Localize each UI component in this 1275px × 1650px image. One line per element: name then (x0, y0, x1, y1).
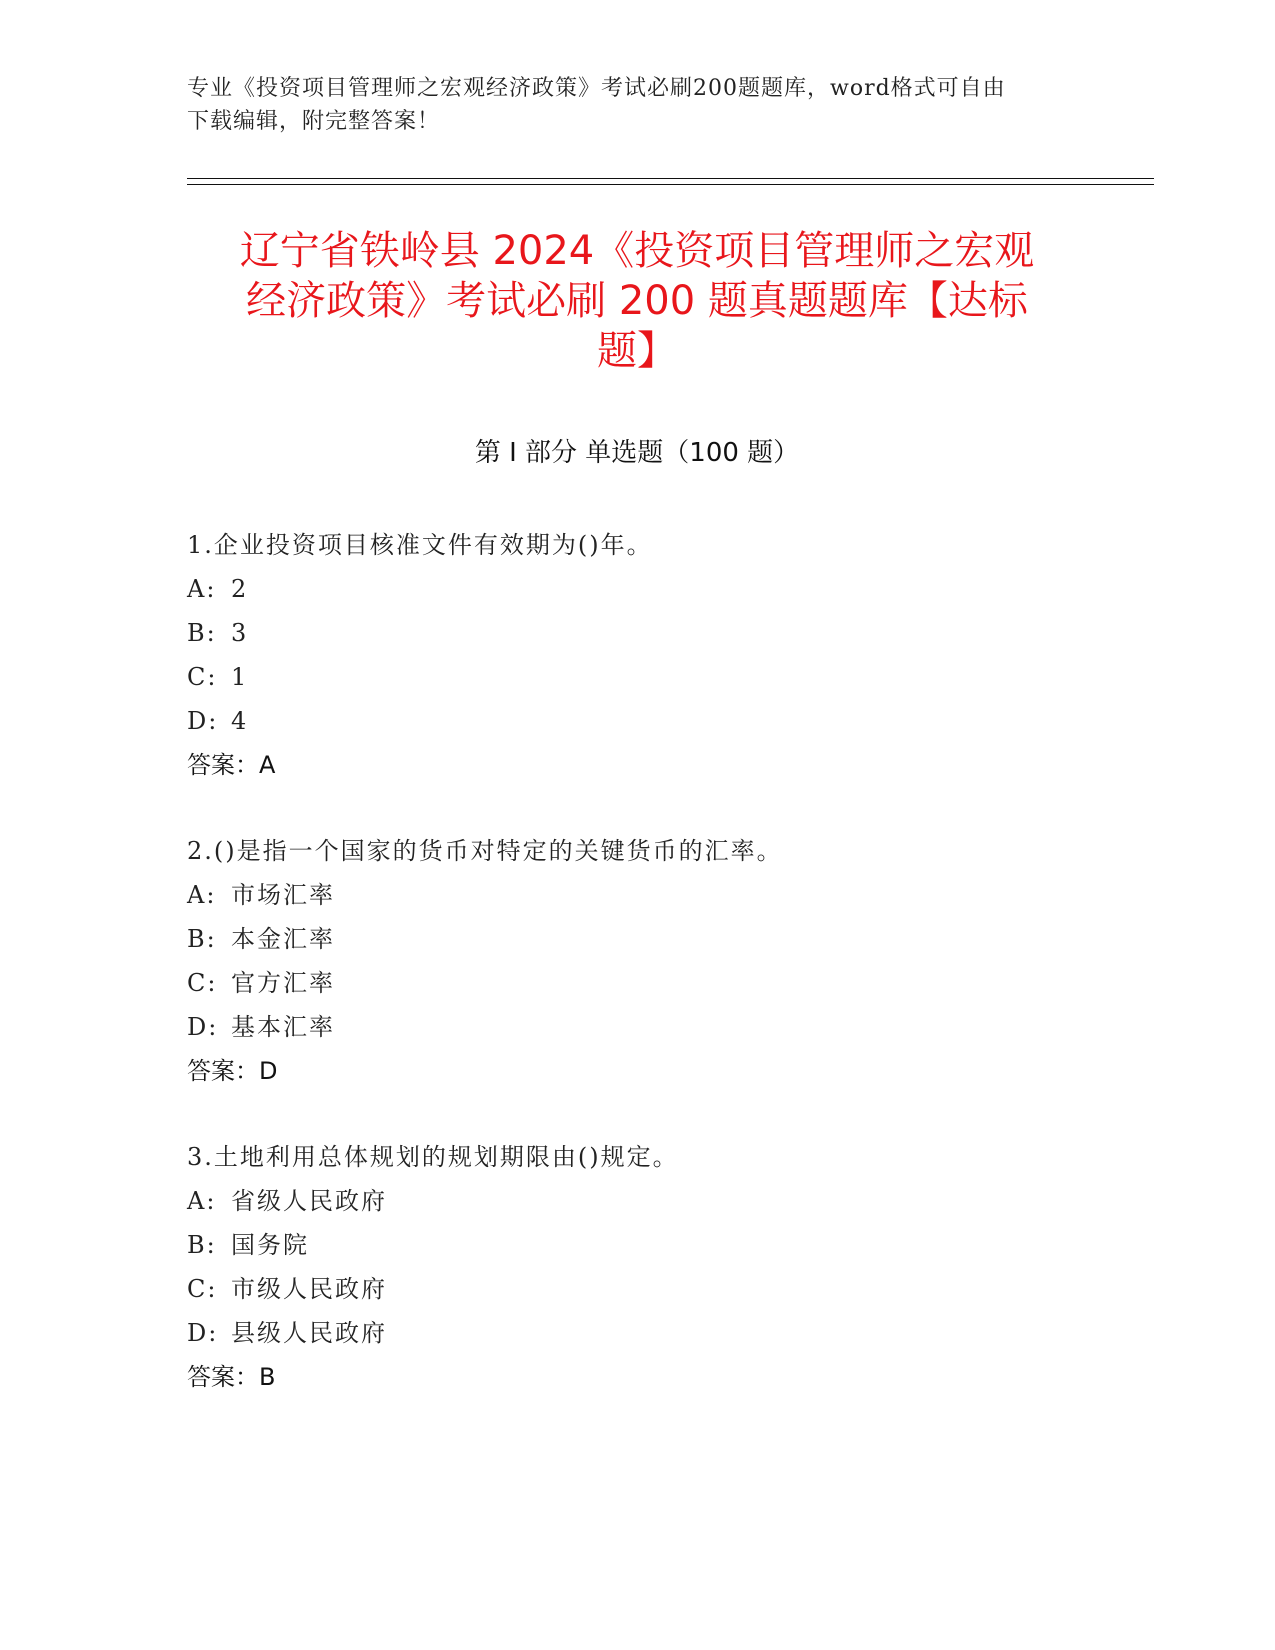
option-letter: C: (187, 969, 218, 997)
header-divider-bottom (187, 184, 1154, 185)
option-b (187, 924, 335, 954)
question-stem: 3.土地利用总体规划的规划期限由()规定。 (187, 1143, 679, 1171)
option-text: 3 (231, 619, 249, 647)
option-d (187, 706, 248, 736)
option-text: 市级人民政府 (231, 1275, 387, 1303)
option-text: 4 (231, 707, 249, 735)
option-c (187, 968, 335, 998)
option-b (187, 1230, 309, 1260)
option-d (187, 1318, 387, 1348)
answer: 答案：B (187, 1363, 276, 1391)
option-text: 县级人民政府 (231, 1319, 387, 1347)
header-note-line-1: 专业《投资项目管理师之宏观经济政策》考试必刷200题题库，word格式可自由 (187, 76, 1006, 101)
title-line-3: 题】 (597, 328, 677, 374)
header-note (187, 72, 1087, 138)
title-line-2: 经济政策》考试必刷 200 题真题题库【达标 (246, 278, 1028, 324)
option-letter: B: (187, 925, 217, 953)
title-line-1: 辽宁省铁岭县 2024《投资项目管理师之宏观 (239, 228, 1035, 274)
document-title (187, 226, 1087, 376)
option-letter: D: (187, 1319, 219, 1347)
question-stem: 2.()是指一个国家的货币对特定的关键货币的汇率。 (187, 837, 783, 865)
option-letter: C: (187, 663, 218, 691)
option-text: 国务院 (231, 1231, 309, 1259)
header-divider-top (187, 178, 1154, 179)
question-stem: 1.企业投资项目核准文件有效期为()年。 (187, 531, 653, 559)
option-letter: A: (187, 575, 217, 603)
option-text: 本金汇率 (231, 925, 335, 953)
option-text: 官方汇率 (231, 969, 335, 997)
answer: 答案：A (187, 751, 276, 779)
option-letter: B: (187, 619, 217, 647)
option-a (187, 880, 335, 910)
option-b (187, 618, 248, 648)
option-d (187, 1012, 335, 1042)
option-letter: B: (187, 1231, 217, 1259)
option-letter: A: (187, 881, 217, 909)
option-c (187, 662, 248, 692)
option-text: 2 (231, 575, 249, 603)
option-text: 省级人民政府 (231, 1187, 387, 1215)
option-letter: D: (187, 1013, 219, 1041)
option-text: 基本汇率 (231, 1013, 335, 1041)
section-title: 第 I 部分 单选题（100 题） (474, 438, 800, 468)
option-text: 市场汇率 (231, 881, 335, 909)
option-text: 1 (231, 663, 249, 691)
option-letter: D: (187, 707, 219, 735)
option-a (187, 1186, 387, 1216)
option-letter: C: (187, 1275, 218, 1303)
option-letter: A: (187, 1187, 217, 1215)
answer: 答案：D (187, 1057, 278, 1085)
option-a (187, 574, 248, 604)
header-note-line-2: 下载编辑，附完整答案！ (187, 109, 441, 134)
option-c (187, 1274, 387, 1304)
